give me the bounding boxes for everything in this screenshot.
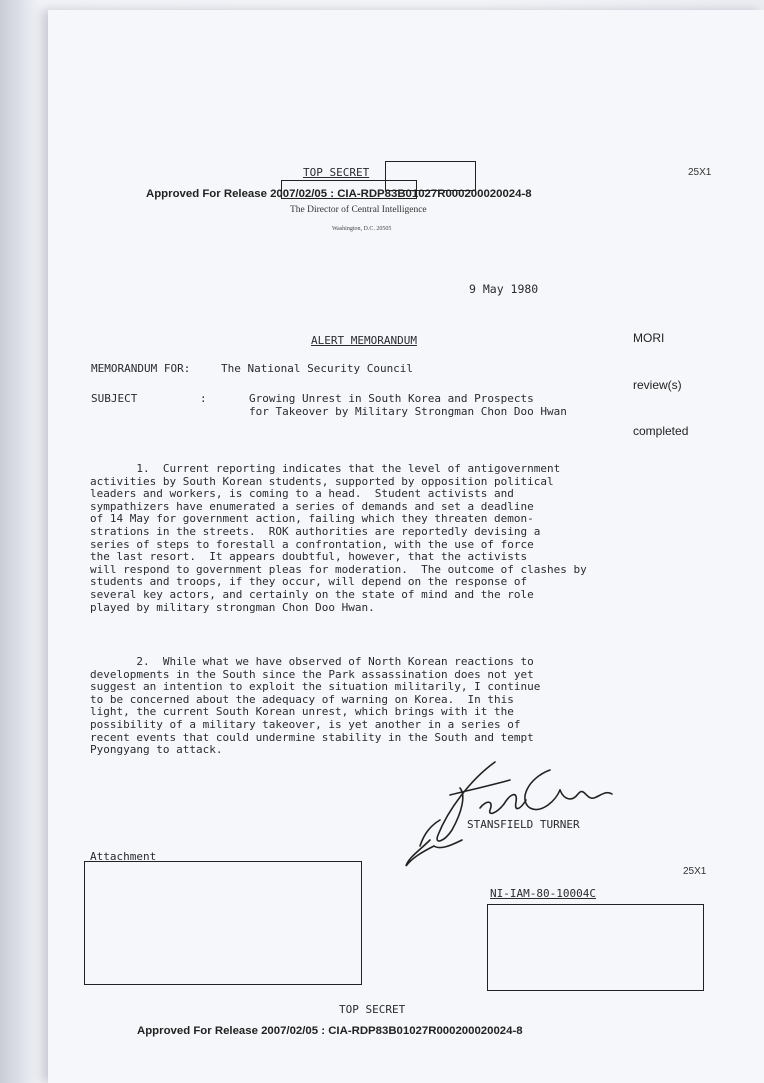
paragraph-1: 1. Current reporting indicates that the level of antigovernment activities by South Korean students, supported by opposition political leaders and workers, is coming to a head. Student activists and sympathizers have enumerated a series of demands and set a deadline of 14 May for government action, failing which they threaten demon- strations in the streets. ROK authorities are reportedly devising a series of steps to forestall a confrontation, with the use of force the last resort. It appears doubtful, however, that the activists will respond to government pleas for moderation. The outcome of clashes by students and troops, if they occur, will depend on the response of several key actors, and certainly on the state of mind and the role played by military strongman Chon Doo Hwan. xyxy=(90,462,587,614)
paragraph-2: 2. While what we have observed of North Korean reactions to developments in the South since the Park assassination does not yet suggest an intention to exploit the situation militarily, I continue to be concerned about the adequacy of warning on Korea. In this light, the current South Korean unrest, which brings with it the possibility of a military takeover, is yet another in a series of recent events that could undermine stability in the South and tempt Pyongyang to attack. xyxy=(90,655,541,757)
attachment-label: Attachment xyxy=(90,850,157,863)
document-number: NI-IAM-80-10004C xyxy=(490,887,596,900)
mori-stamp xyxy=(633,300,688,455)
mori-stamp-line: MORI xyxy=(633,331,665,345)
memo-date: 9 May 1980 xyxy=(469,282,539,296)
office-location: Washington, D.C. 20505 xyxy=(332,226,392,232)
mori-stamp-line: review(s) xyxy=(633,377,682,392)
office-name: The Director of Central Intelligence xyxy=(290,205,427,215)
release-line-bottom: Approved For Release 2007/02/05 : CIA-RDP83B01027R000200020024-8 xyxy=(137,1025,523,1037)
handwritten-signature xyxy=(400,750,630,875)
subject-line-1: Growing Unrest in South Korea and Prospects xyxy=(249,392,534,405)
redaction-box-doc-number xyxy=(487,904,704,991)
classification-bottom: TOP SECRET xyxy=(339,1003,406,1016)
release-line-top: Approved For Release 2007/02/05 : CIA-RDP83B01027R000200020024-8 xyxy=(146,188,532,200)
subject-colon: : xyxy=(200,392,207,405)
subject-line-2: for Takeover by Military Strongman Chon Doo Hwan xyxy=(249,405,567,418)
classification-top: TOP SECRET xyxy=(303,166,370,179)
subject-label: SUBJECT xyxy=(91,392,138,405)
code-25x1-top: 25X1 xyxy=(688,167,712,178)
code-25x1-bottom: 25X1 xyxy=(683,866,707,877)
memo-for-label: MEMORANDUM FOR: xyxy=(91,362,191,375)
mori-stamp-line: completed xyxy=(633,424,689,438)
redaction-box-attachment xyxy=(84,861,362,985)
memo-title: ALERT MEMORANDUM xyxy=(311,334,417,347)
memo-for-value: The National Security Council xyxy=(221,362,414,375)
signatory-name: STANSFIELD TURNER xyxy=(467,818,580,831)
